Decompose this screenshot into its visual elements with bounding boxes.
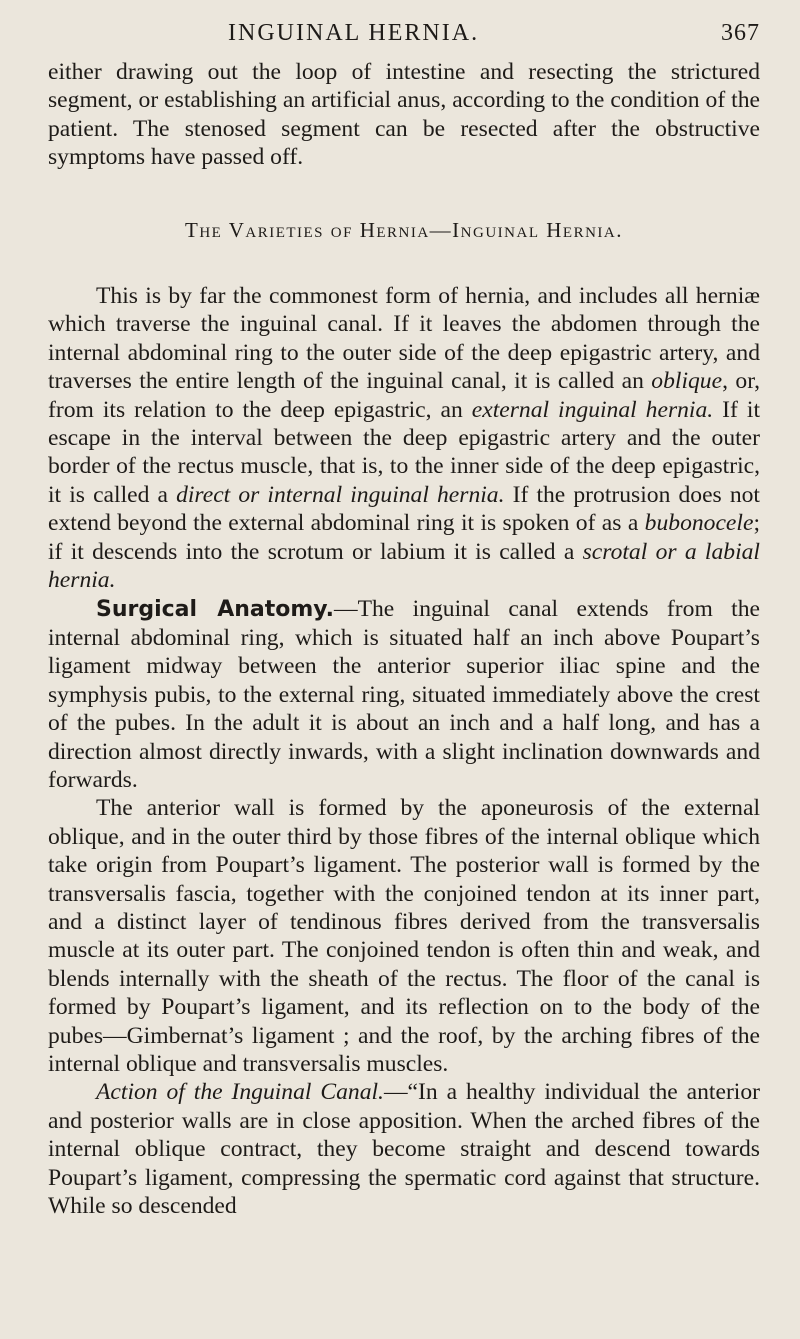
page-number: 367 xyxy=(721,20,760,46)
body-text xyxy=(48,58,760,1220)
paragraph-canal-walls: The anterior wall is formed by the aponeurosis of the external oblique, and in the outer third by those fibres of the internal oblique which take origin from Poupart’s ligament. The posterior wall is formed by the transversalis fascia, together with the conjoined tendon at its inner part, and a distinct layer of tendinous fibres derived from the transversalis muscle at its outer part. The conjoined tendon is often thin and weak, and blends internally with the sheath of the rectus. The floor of the canal is formed by Poupart’s ligament, and its reflection on to the body of the pubes—Gimbernat’s ligament ; and the roof, by the arching fibres of the internal oblique and transversalis muscles. xyxy=(48,795,760,1077)
bold-lead-heading: Surgical Anatomy. xyxy=(96,596,334,622)
running-header xyxy=(48,14,760,58)
italic-term: direct or internal inguinal hernia. xyxy=(176,481,505,508)
italic-term: oblique xyxy=(651,368,723,395)
text-run: If the protrusion does not extend beyond the external abdominal ring it is spoken of as a xyxy=(48,481,760,537)
paragraph-varieties xyxy=(48,282,760,594)
section-heading: The Varieties of Hernia—Inguinal Hernia. xyxy=(185,217,623,242)
paragraph-surgical-anatomy xyxy=(48,595,760,795)
running-title: INGUINAL HERNIA. xyxy=(228,20,480,46)
text-run: This is by far the commonest form of hernia, and includes all herniæ which traverse the inguinal canal. If it leaves the abdomen through the internal abdominal ring to the outer side of the deep epigastric artery, and traverses the entire length of the inguinal canal, it is called an xyxy=(48,283,760,395)
italic-term: bubonocele xyxy=(644,510,754,537)
text-run: If it escape in the interval between the deep epigastric artery and the outer border of the rectus muscle, that is, to the inner side of the deep epigastric, it is called a xyxy=(48,396,760,508)
paragraph-canal-action xyxy=(48,1078,760,1220)
text-run: —The inguinal canal extends from the internal abdominal ring, which is situated half an inch above Poupart’s ligament midway between the anterior superior iliac spine and the symphysis pubis, to the external ring, situated immediately above the crest of the pubes. In the adult it is about an inch and a half long, and has a direction almost directly inwards, with a slight inclination downwards and forwards. xyxy=(48,595,760,793)
italic-term: external inguinal hernia. xyxy=(471,396,714,423)
text-run: —“In a healthy individual the anterior and posterior walls are in close apposition. When the arched fibres of the internal oblique contract, they become straight and descend towards Poupart’s ligament, compressing the spermatic cord against that structure. While so descended xyxy=(48,1079,761,1220)
italic-term: scrotal or a labial hernia. xyxy=(48,538,760,594)
text-run: , or, from its relation to the deep epigastric, an xyxy=(48,368,761,423)
text-run: ; if it descends into the scrotum or labium it is called a xyxy=(48,510,760,565)
paragraph-continued: either drawing out the loop of intestine and resecting the strictured segment, or establishing an artificial anus, according to the condition of the patient. The stenosed segment can be resected after the obstructive symptoms have passed off. xyxy=(48,59,760,171)
italic-lead-heading: Action of the Inguinal Canal. xyxy=(96,1079,384,1106)
